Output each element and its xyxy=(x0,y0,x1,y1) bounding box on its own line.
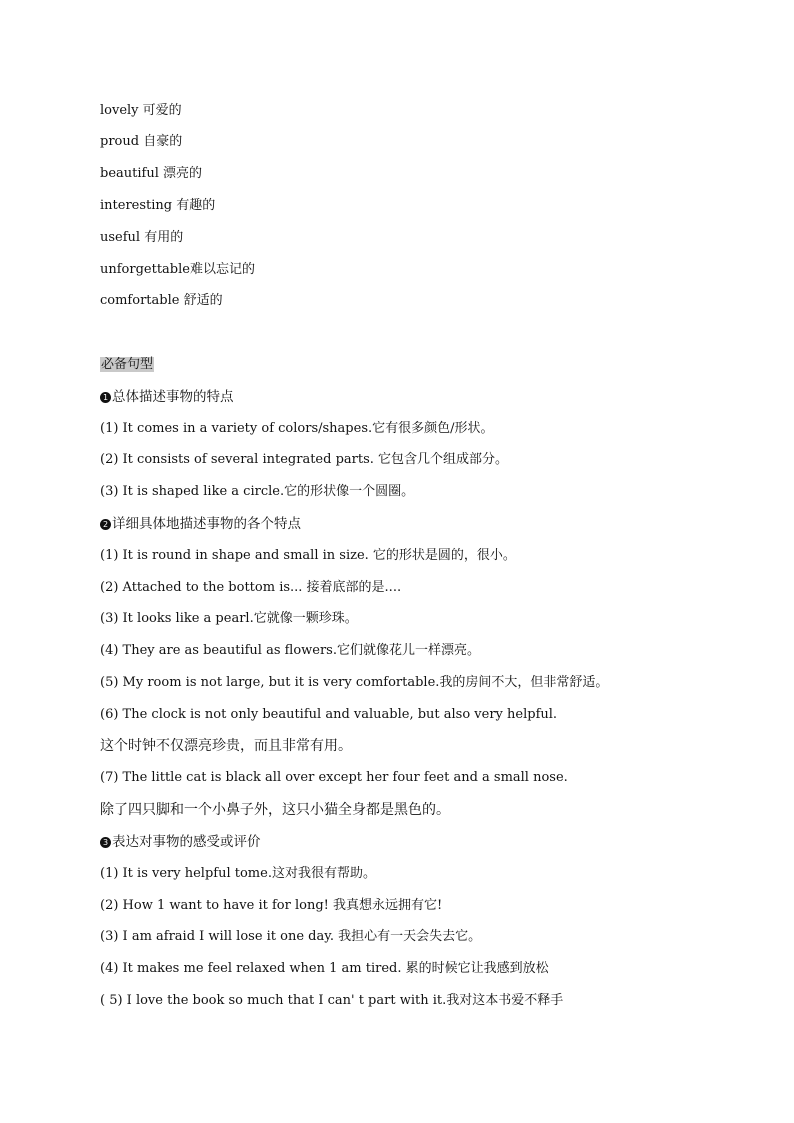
section-heading xyxy=(100,357,154,373)
sentence-item: (2) It consists of several integrated parts. 它包含几个组成部分。 xyxy=(100,452,509,467)
sentence-item: (5) My room is not large, but it is very comfortable.我的房间不大，但非常舒适。 xyxy=(100,675,609,690)
vocab-item: interesting 有趣的 xyxy=(100,198,216,213)
sentence-item: (4) They are as beautiful as flowers.它们就像花儿一样漂亮。 xyxy=(100,643,480,658)
sentence-item: (2) Attached to the bottom is... 接着底部的是.... xyxy=(100,580,402,595)
sentence-item: (7) The little cat is black all over except her four feet and a small nose. xyxy=(100,770,568,785)
vocab-item: beautiful 漂亮的 xyxy=(100,166,203,181)
sentence-item: (3) It is shaped like a circle.它的形状像一个圆圈。 xyxy=(100,484,415,499)
section-title: 3 表达对事物的感受或评价 xyxy=(100,834,261,850)
vocab-item: comfortable 舒适的 xyxy=(100,293,223,308)
section-title: 2 详细具体地描述事物的各个特点 xyxy=(100,516,301,532)
sentence-translation: 这个时钟不仅漂亮珍贵，而且非常有用。 xyxy=(100,738,352,754)
sentence-item: ( 5) I love the book so much that I can' t part with it.我对这本书爱不释手 xyxy=(100,993,564,1008)
circled-number-icon: 2 xyxy=(100,519,111,530)
sentence-translation: 除了四只脚和一个小鼻子外，这只小猫全身都是黑色的。 xyxy=(100,802,450,818)
sentence-item: (4) It makes me feel relaxed when 1 am tired. 累的时候它让我感到放松 xyxy=(100,961,549,976)
vocab-item: proud 自豪的 xyxy=(100,134,183,149)
sentence-item: (6) The clock is not only beautiful and valuable, but also very helpful. xyxy=(100,707,558,722)
heading-highlight: 必备句型 xyxy=(101,357,154,372)
circled-number-icon: 1 xyxy=(100,392,111,403)
sentence-item: (3) I am afraid I will lose it one day. 我担心有一天会失去它。 xyxy=(100,929,482,944)
vocab-item: unforgettable难以忘记的 xyxy=(100,262,255,277)
section-title: 1 总体描述事物的特点 xyxy=(100,389,234,405)
sentence-item: (1) It is very helpful tome.这对我很有帮助。 xyxy=(100,866,376,881)
sentence-item: (1) It comes in a variety of colors/shapes.它有很多颜色/形状。 xyxy=(100,421,494,436)
sentence-item: (2) How 1 want to have it for long! 我真想永远拥有它! xyxy=(100,898,443,913)
vocab-item: useful 有用的 xyxy=(100,230,184,245)
vocab-item: lovely 可爱的 xyxy=(100,103,182,118)
sentence-item: (3) It looks like a pearl.它就像一颗珍珠。 xyxy=(100,611,358,626)
sentence-item: (1) It is round in shape and small in size. 它的形状是圆的，很小。 xyxy=(100,548,516,563)
circled-number-icon: 3 xyxy=(100,837,111,848)
